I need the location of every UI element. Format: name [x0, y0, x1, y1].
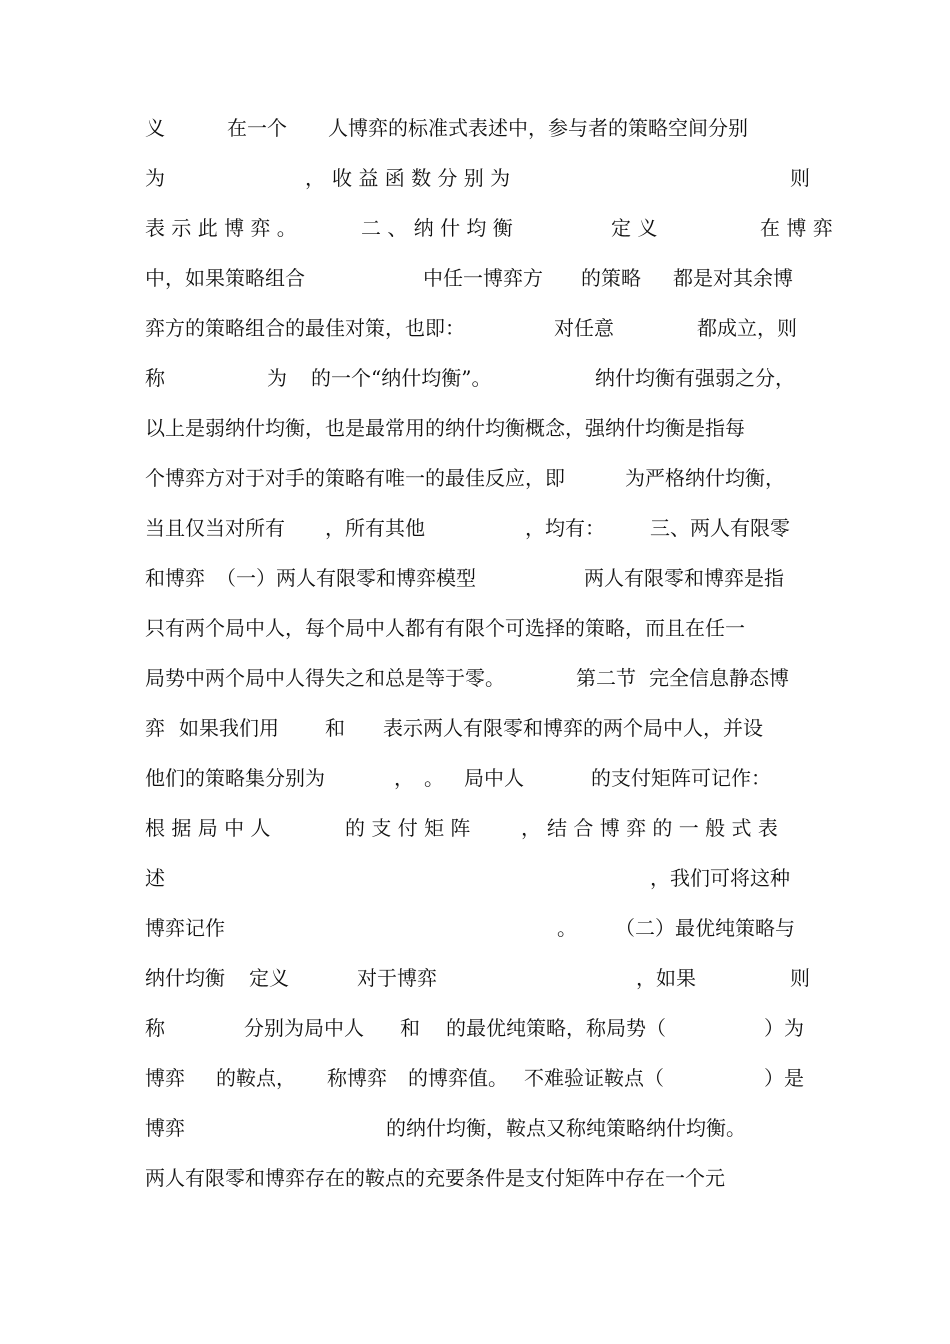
text-segment: 表 示 此 博 弈 。 — [145, 216, 297, 240]
text-line — [145, 863, 805, 893]
text-segment: 的鞍点， — [216, 1066, 296, 1090]
text-segment: 他们的策略集分别为 — [145, 766, 325, 790]
text-segment: 完全信息静态博 — [649, 666, 789, 690]
text-segment: （一）两人有限零和博弈模型 — [216, 566, 476, 590]
text-segment: 述 — [145, 866, 165, 890]
text-segment: ， — [521, 816, 541, 840]
text-segment: 中任一博弈方 — [423, 266, 543, 290]
text-segment: 和博弈 — [145, 566, 205, 590]
text-line — [145, 413, 805, 443]
text-line — [145, 1063, 805, 1093]
text-segment: 和 — [400, 1016, 420, 1040]
text-segment: ）为 — [764, 1016, 804, 1040]
text-segment: 二 、 纳 什 均 衡 — [361, 216, 513, 240]
text-segment: 如果我们用 — [179, 716, 279, 740]
text-segment: 分别为局中人 — [244, 1016, 364, 1040]
text-segment: 博弈记作 — [145, 916, 225, 940]
text-segment: 弈方的策略组合的最佳对策，也即： — [145, 316, 465, 340]
text-segment: 中，如果策略组合 — [145, 266, 305, 290]
text-segment: ， — [394, 766, 414, 790]
text-segment: 都是对其余博 — [673, 266, 793, 290]
text-line — [145, 713, 805, 743]
text-segment: 的 支 付 矩 阵 — [345, 816, 471, 840]
text-segment: 在 博 弈 — [760, 216, 833, 240]
text-line — [145, 913, 805, 943]
text-segment: 的纳什均衡，鞍点又称纯策略纳什均衡。 — [386, 1116, 746, 1140]
text-segment: 人博弈的标准式表述中，参与者的策略空间分别 — [328, 116, 748, 140]
text-line — [145, 613, 805, 643]
text-segment: 两人有限零和博弈是指 — [584, 566, 784, 590]
text-line — [145, 163, 810, 193]
text-segment: 。 — [557, 916, 577, 940]
text-line — [145, 263, 805, 293]
text-segment: 三、两人有限零 — [650, 516, 790, 540]
text-segment: 对任意 — [554, 316, 614, 340]
text-segment: 收 益 函 数 分 别 为 — [332, 166, 511, 190]
text-segment: 博弈 — [145, 1116, 185, 1140]
text-segment: ，我们可将这种 — [650, 866, 790, 890]
text-segment: 称 — [145, 366, 165, 390]
text-line — [145, 963, 810, 993]
text-segment: 只有两个局中人，每个局中人都有有限个可选择的策略，而且在任一 — [145, 616, 745, 640]
text-segment: （二）最优纯策略与 — [615, 916, 795, 940]
text-segment: 个博弈方对于对手的策略有唯一的最佳反应，即 — [145, 466, 565, 490]
text-line — [145, 213, 833, 243]
text-line — [145, 1013, 805, 1043]
text-segment: 的支付矩阵可记作： — [591, 766, 771, 790]
text-line — [145, 813, 805, 843]
text-line — [145, 313, 805, 343]
text-segment: 的博弈值。 — [408, 1066, 508, 1090]
text-segment: 为 — [267, 366, 287, 390]
text-segment: 定 义 — [611, 216, 658, 240]
text-segment: 表示两人有限零和博弈的两个局中人，并设 — [383, 716, 763, 740]
text-segment: ，所有其他 — [325, 516, 425, 540]
text-line — [145, 463, 805, 493]
text-segment: ， — [305, 166, 325, 190]
text-line — [145, 563, 805, 593]
text-segment: 不难验证鞍点（ — [524, 1066, 664, 1090]
text-segment: 称 — [145, 1016, 165, 1040]
text-segment: 以上是弱纳什均衡，也是最常用的纳什均衡概念，强纳什均衡是指每 — [145, 416, 745, 440]
text-segment: 博弈 — [145, 1066, 185, 1090]
text-segment: 称博弈 — [327, 1066, 387, 1090]
text-segment: 根 据 局 中 人 — [145, 816, 271, 840]
text-segment: 都成立，则 — [697, 316, 797, 340]
text-segment: 的策略 — [581, 266, 641, 290]
text-segment: 纳什均衡有强弱之分， — [595, 366, 795, 390]
text-segment: ，均有： — [525, 516, 605, 540]
text-line — [145, 663, 805, 693]
text-segment: 局中人 — [464, 766, 524, 790]
text-segment: 局势中两个局中人得失之和总是等于零。 — [145, 666, 505, 690]
text-segment: 为严格纳什均衡， — [625, 466, 785, 490]
text-segment: 纳什均衡 — [145, 966, 225, 990]
text-segment: 则 — [790, 966, 810, 990]
text-segment: ）是 — [764, 1066, 804, 1090]
text-segment: 。 — [424, 766, 444, 790]
text-segment: 的最优纯策略，称局势（ — [446, 1016, 666, 1040]
text-segment: ，如果 — [636, 966, 696, 990]
text-segment: 第二节 — [576, 666, 636, 690]
text-segment: 则 — [790, 166, 810, 190]
text-segment: 为 — [145, 166, 165, 190]
text-segment: 弈 — [145, 716, 165, 740]
text-segment: 两人有限零和博弈存在的鞍点的充要条件是支付矩阵中存在一个元 — [145, 1166, 725, 1190]
text-segment: 在一个 — [227, 116, 287, 140]
text-segment: 对于博弈 — [357, 966, 437, 990]
text-segment: 和 — [325, 716, 345, 740]
text-line — [145, 1163, 805, 1193]
text-line — [145, 763, 805, 793]
text-line — [145, 1113, 805, 1143]
text-segment: 当且仅当对所有 — [145, 516, 285, 540]
text-line — [145, 513, 805, 543]
text-segment: 义 — [145, 116, 165, 140]
text-line — [145, 363, 805, 393]
text-segment: 的一个“纳什均衡”。 — [311, 366, 492, 390]
text-line — [145, 113, 805, 143]
text-segment: 定义 — [249, 966, 289, 990]
text-segment: 结 合 博 弈 的 一 般 式 表 — [547, 816, 778, 840]
